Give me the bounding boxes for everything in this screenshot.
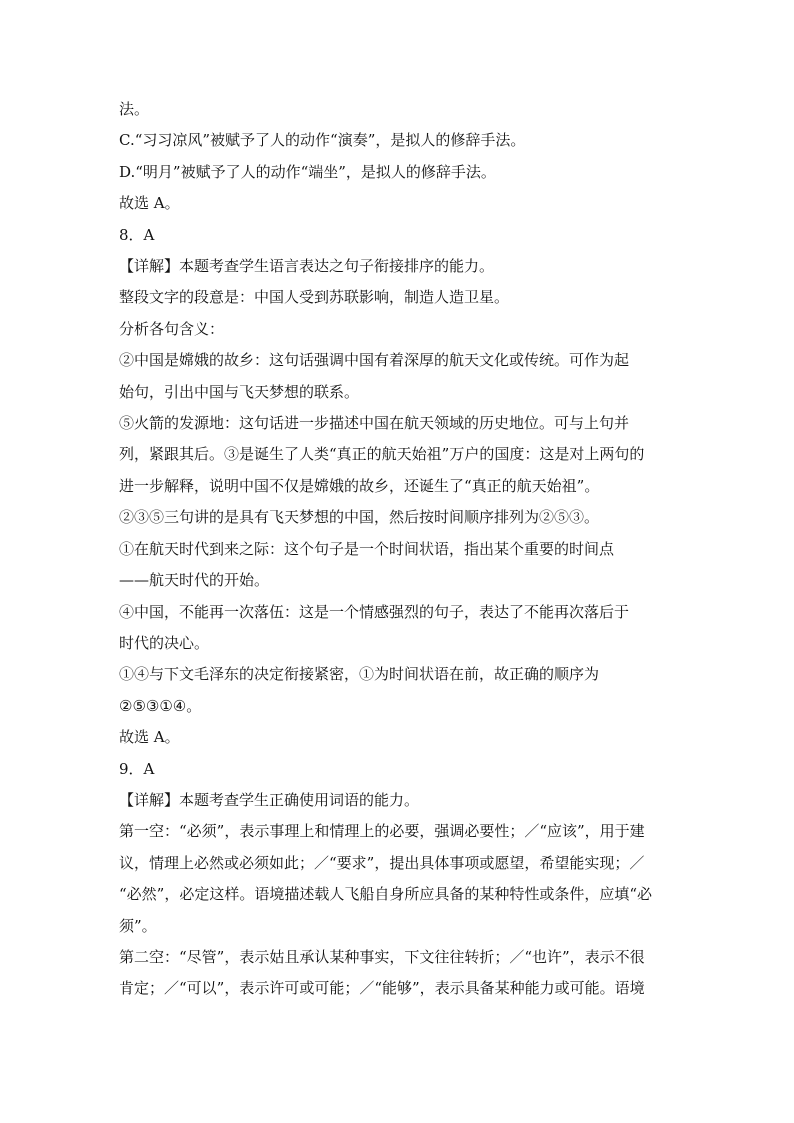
text-line-21: 故选 A。	[119, 728, 180, 747]
text-line-28: 第二空：“尽管”，表示姑且承认某种事实，下文往往转折；／“也许”，表示不很	[119, 947, 645, 966]
text-line-12: 列，紧跟其后。③是诞生了人类“真正的航天始祖”万户的国度：这是对上两句的	[119, 445, 645, 464]
text-line-16: ——航天时代的开始。	[119, 571, 270, 590]
text-line-27: 须”。	[119, 916, 157, 935]
question-number-9: 9．A	[119, 759, 155, 778]
text-line-19: ①④与下文毛泽东的决定衔接紧密，①为时间状语在前，故正确的顺序为	[119, 665, 600, 684]
text-line-4: 故选 A。	[119, 194, 180, 213]
text-line-23: 【详解】本题考查学生正确使用词语的能力。	[119, 790, 420, 809]
text-line-6: 【详解】本题考查学生语言表达之句子衔接排序的能力。	[119, 257, 495, 276]
text-line-29: 肯定；／“可以”，表示许可或可能；／“能够”，表示具备某种能力或可能。语境	[119, 979, 645, 998]
text-line-11: ⑤火箭的发源地：这句话进一步描述中国在航天领域的历史地位。可与上句并	[119, 414, 630, 433]
text-line-13: 进一步解释，说明中国不仅是嫦娥的故乡，还诞生了“真正的航天始祖”。	[119, 476, 600, 495]
text-line-15: ①在航天时代到来之际：这个句子是一个时间状语，指出某个重要的时间点	[119, 539, 615, 558]
text-line-9: ②中国是嫦娥的故乡：这句话强调中国有着深厚的航天文化或传统。可作为起	[119, 351, 630, 370]
text-line-25: 议，情理上必然或必须如此；／“要求”，提出具体事项或愿望，希望能实现；／	[119, 853, 645, 872]
text-line-17: ④中国，不能再一次落伍：这是一个情感强烈的句子，表达了不能再次落后于	[119, 602, 630, 621]
text-line-7: 整段文字的段意是：中国人受到苏联影响，制造人造卫星。	[119, 288, 510, 307]
text-line-14: ②③⑤三句讲的是具有飞天梦想的中国，然后按时间顺序排列为②⑤③。	[119, 508, 600, 527]
text-line-24: 第一空：“必须”，表示事理上和情理上的必要，强调必要性；／“应该”，用于建	[119, 822, 645, 841]
text-line-20: ②⑤③①④。	[119, 696, 202, 715]
text-line-3: D.“明月”被赋予了人的动作“端坐”，是拟人的修辞手法。	[119, 162, 496, 181]
document-page	[119, 94, 675, 1005]
question-number-8: 8．A	[119, 225, 155, 244]
text-line-10: 始句，引出中国与飞天梦想的联系。	[119, 382, 360, 401]
text-line-2: C.“习习凉风”被赋予了人的动作“演奏”，是拟人的修辞手法。	[119, 131, 526, 150]
text-line-1: 法。	[119, 100, 150, 118]
text-line-8: 分析各句含义：	[119, 319, 225, 338]
text-line-26: “必然”，必定这样。语境描述载人飞船自身所应具备的某种特性或条件，应填“必	[119, 885, 653, 904]
text-line-18: 时代的决心。	[119, 633, 210, 652]
